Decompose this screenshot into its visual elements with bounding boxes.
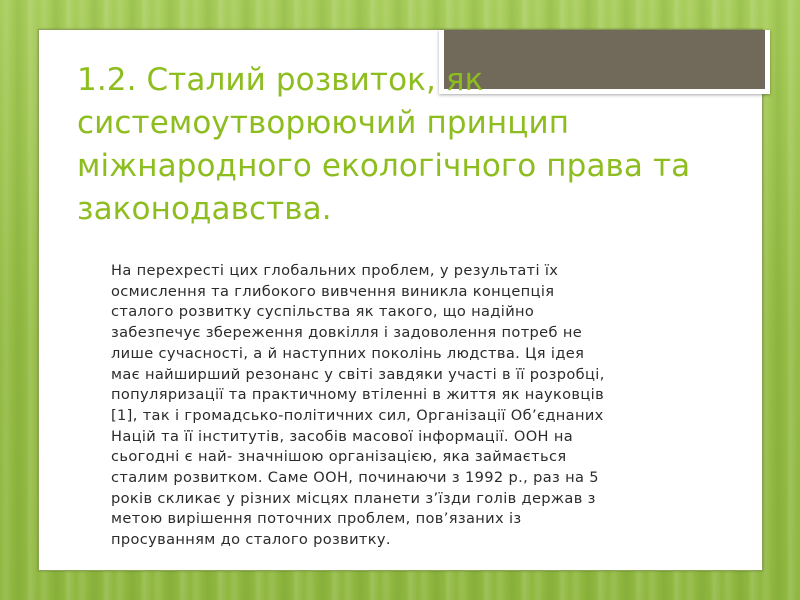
slide-body-text: На перехресті цих глобальних проблем, у результаті їх осмислення та глибокого вивчення виникла концепція сталого розвитку суспільства як такого, що надійно забезпечує збереження довкілля і задоволення потреб не лише сучасності, а й наступних поколінь людства. Ця ідея має найширший резонанс у світі завдяки участі в її розробці, популяризації та практичному втіленні в життя як науковців [1], так і громадсько-політичних сил, Організації Об’єднаних Націй та її інститутів, засобів масової інформації. ООН на сьогодні є най- значнішою організацією, яка займається сталим розвитком. Саме ООН, починаючи з 1992 р., раз на 5 років скликає у різних місцях планети з’їзди голів держав з метою вирішення поточних проблем, пов’язаних із просуванням до сталого розвитку. xyxy=(111,262,605,549)
slide-title: 1.2. Сталий розвиток, як системоутворюючий принцип міжнародного екологічного права та законодавства. xyxy=(77,62,691,227)
